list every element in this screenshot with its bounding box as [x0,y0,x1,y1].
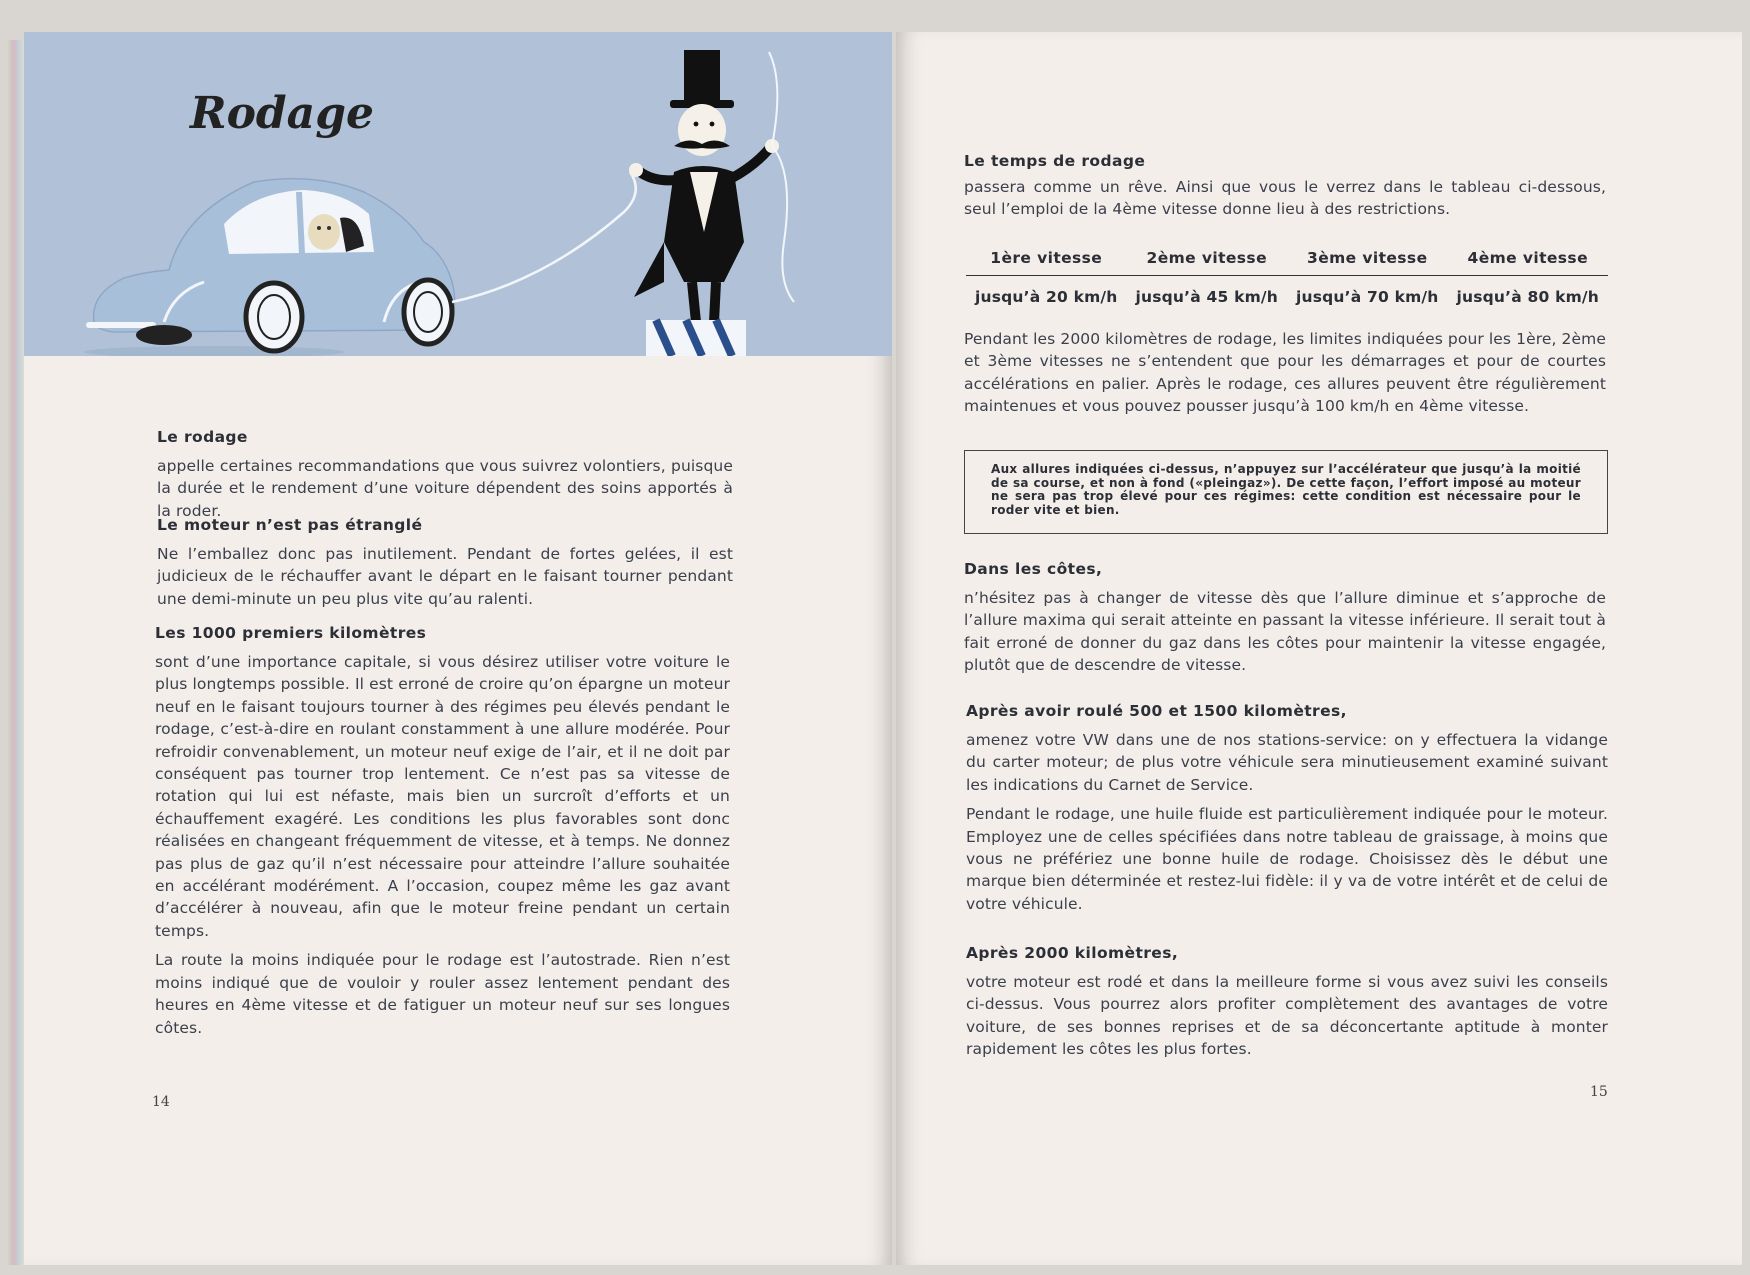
table-header-cell: 2ème vitesse [1127,246,1288,276]
page-number-right: 15 [1590,1084,1608,1100]
section-1000-km [155,624,730,1039]
pedestal-icon [646,320,746,356]
section-heading: Le moteur n’est pas étranglé [157,516,423,534]
table-row [966,276,1608,307]
section-heading: Les 1000 premiers kilomètres [155,624,427,642]
section-body: sont d’une importance capitale, si vous désirez utiliser votre voiture le plus longtemps possible. Il est erroné de croire qu’on épargne un moteur neuf en le faisant toujours tourner à des régimes peu élevés pendant le rodage, c’est-à-dire en roulant constamment à une allure modérée. Pour refroidir convenablement, un moteur neuf exige de l’air, et il ne doit par conséquent pas tourner trop lentement. Ce n’est pas sa vitesse de rotation qui lui est néfaste, mais bien un surcroît d’efforts et un échauffement exagéré. Les conditions les plus favorables sont donc réalisées en changeant fréquemment de vitesse, et à temps. Ne donnez pas plus de gaz qu’il n’est nécessaire pour atteindre l’allure souhaitée en accélérant modérément. A l’occasion, coupez même les gaz avant d’accélérer à nouveau, afin que le moteur freine pendant un certain temps. [155,653,730,940]
page-title: Rodage [190,88,374,139]
section-body: Ne l’emballez donc pas inutilement. Pendant de fortes gelées, il est judicieux de le réchauffer avant le départ en le faisant tourner pendant une demi-minute un peu plus vite qu’au ralenti. [157,545,733,608]
section-heading: Après 2000 kilomètres, [966,944,1179,962]
section-temps-de-rodage [964,152,1606,221]
section-body: votre moteur est rodé et dans la meilleure forme si vous avez suivi les conseils ci-dessus. Vous pourrez alors profiter complètement des avantages de votre voiture, de ses bonnes reprises et de sa déconcertante aptitude à monter rapidement les côtes les plus fortes. [966,973,1608,1059]
notice-text: Aux allures indiquées ci-dessus, n’appuyez sur l’accélérateur que jusqu’à la moitié de sa course, et non à fond («pleingaz»). De cette façon, l’effort imposé au moteur ne sera pas trop élevé pour ces régimes: cette condition est nécessaire pour le roder vite et bien. [991,462,1581,517]
table-cell: jusqu’à 45 km/h [1135,288,1279,306]
table-header-row [966,246,1608,276]
table-header-cell: 1ère vitesse [966,246,1127,276]
table-cell: jusqu’à 70 km/h [1295,288,1439,306]
section-body: amenez votre VW dans une de nos stations-service: on y effectuera la vidange du carter moteur; de plus votre véhicule sera minutieusement examiné suivant les indications du Carnet de Service. [966,731,1608,794]
section-body: appelle certaines recommandations que vous suivrez volontiers, puisque la durée et le rendement d’une voiture dépendent des soins apportés à la roder. [157,457,733,520]
table-cell: jusqu’à 20 km/h [974,288,1118,306]
section-le-rodage [157,428,733,522]
whip-icon [769,52,794,302]
page-number-left: 14 [152,1094,170,1110]
section-cotes [964,560,1606,677]
car-icon [86,179,455,351]
section-body: n’hésitez pas à changer de vitesse dès que l’allure diminue et s’approche de l’allure maxima qui serait atteinte en passant la vitesse inférieure. Il serait tout à fait erroné de donner du gaz dans les côtes pour maintenir la vitesse engagée, plutôt que de descendre de vitesse. [964,589,1606,675]
section-heading: Le temps de rodage [964,152,1146,170]
section-heading: Le rodage [157,428,248,446]
table-header-cell: 4ème vitesse [1448,246,1609,276]
illustration-banner [24,32,892,356]
section-heading: Dans les côtes, [964,560,1103,578]
section-500-1500-km [966,702,1608,915]
section-heading: Après avoir roulé 500 et 1500 kilomètres, [966,702,1347,720]
notice-box [964,450,1608,534]
section-body: passera comme un rêve. Ainsi que vous le verrez dans le tableau ci-dessous, seul l’emploi de la 4ème vitesse donne lieu à des restrictions. [964,178,1606,219]
section-moteur [157,516,733,610]
table-header-cell: 3ème vitesse [1287,246,1448,276]
table-cell: jusqu’à 80 km/h [1456,288,1600,306]
section-body: Pendant les 2000 kilomètres de rodage, les limites indiquées pour les 1ère, 2ème et 3ème vitesses ne s’entendent que pour les démarrages et pour de courtes accélérations en palier. Après le rodage, ces allures peuvent être régulièrement maintenues et vous pouvez pousser jusqu’à 100 km/h en 4ème vitesse. [964,330,1606,416]
section-limits [964,328,1606,418]
ringmaster-icon [629,50,779,322]
section-body-2: Pendant le rodage, une huile fluide est particulièrement indiquée pour le moteur. Employez une de celles spécifiées dans notre tableau de graissage, à moins que vous ne préfériez une bonne huile de rodage. Choisissez dès le début une marque bien déterminée et restez-lui fidèle: il y va de votre intérêt et de celui de votre véhicule. [966,805,1608,913]
speed-limit-table [966,246,1608,306]
illustration [24,32,892,356]
rope-icon [452,172,636,302]
section-2000-km [966,944,1608,1061]
section-body-2: La route la moins indiquée pour le rodage est l’autostrade. Rien n’est moins indiqué que de vouloir y rouler assez lentement pendant des heures en 4ème vitesse et de fatiguer un moteur neuf sur ses longues côtes. [155,951,730,1037]
